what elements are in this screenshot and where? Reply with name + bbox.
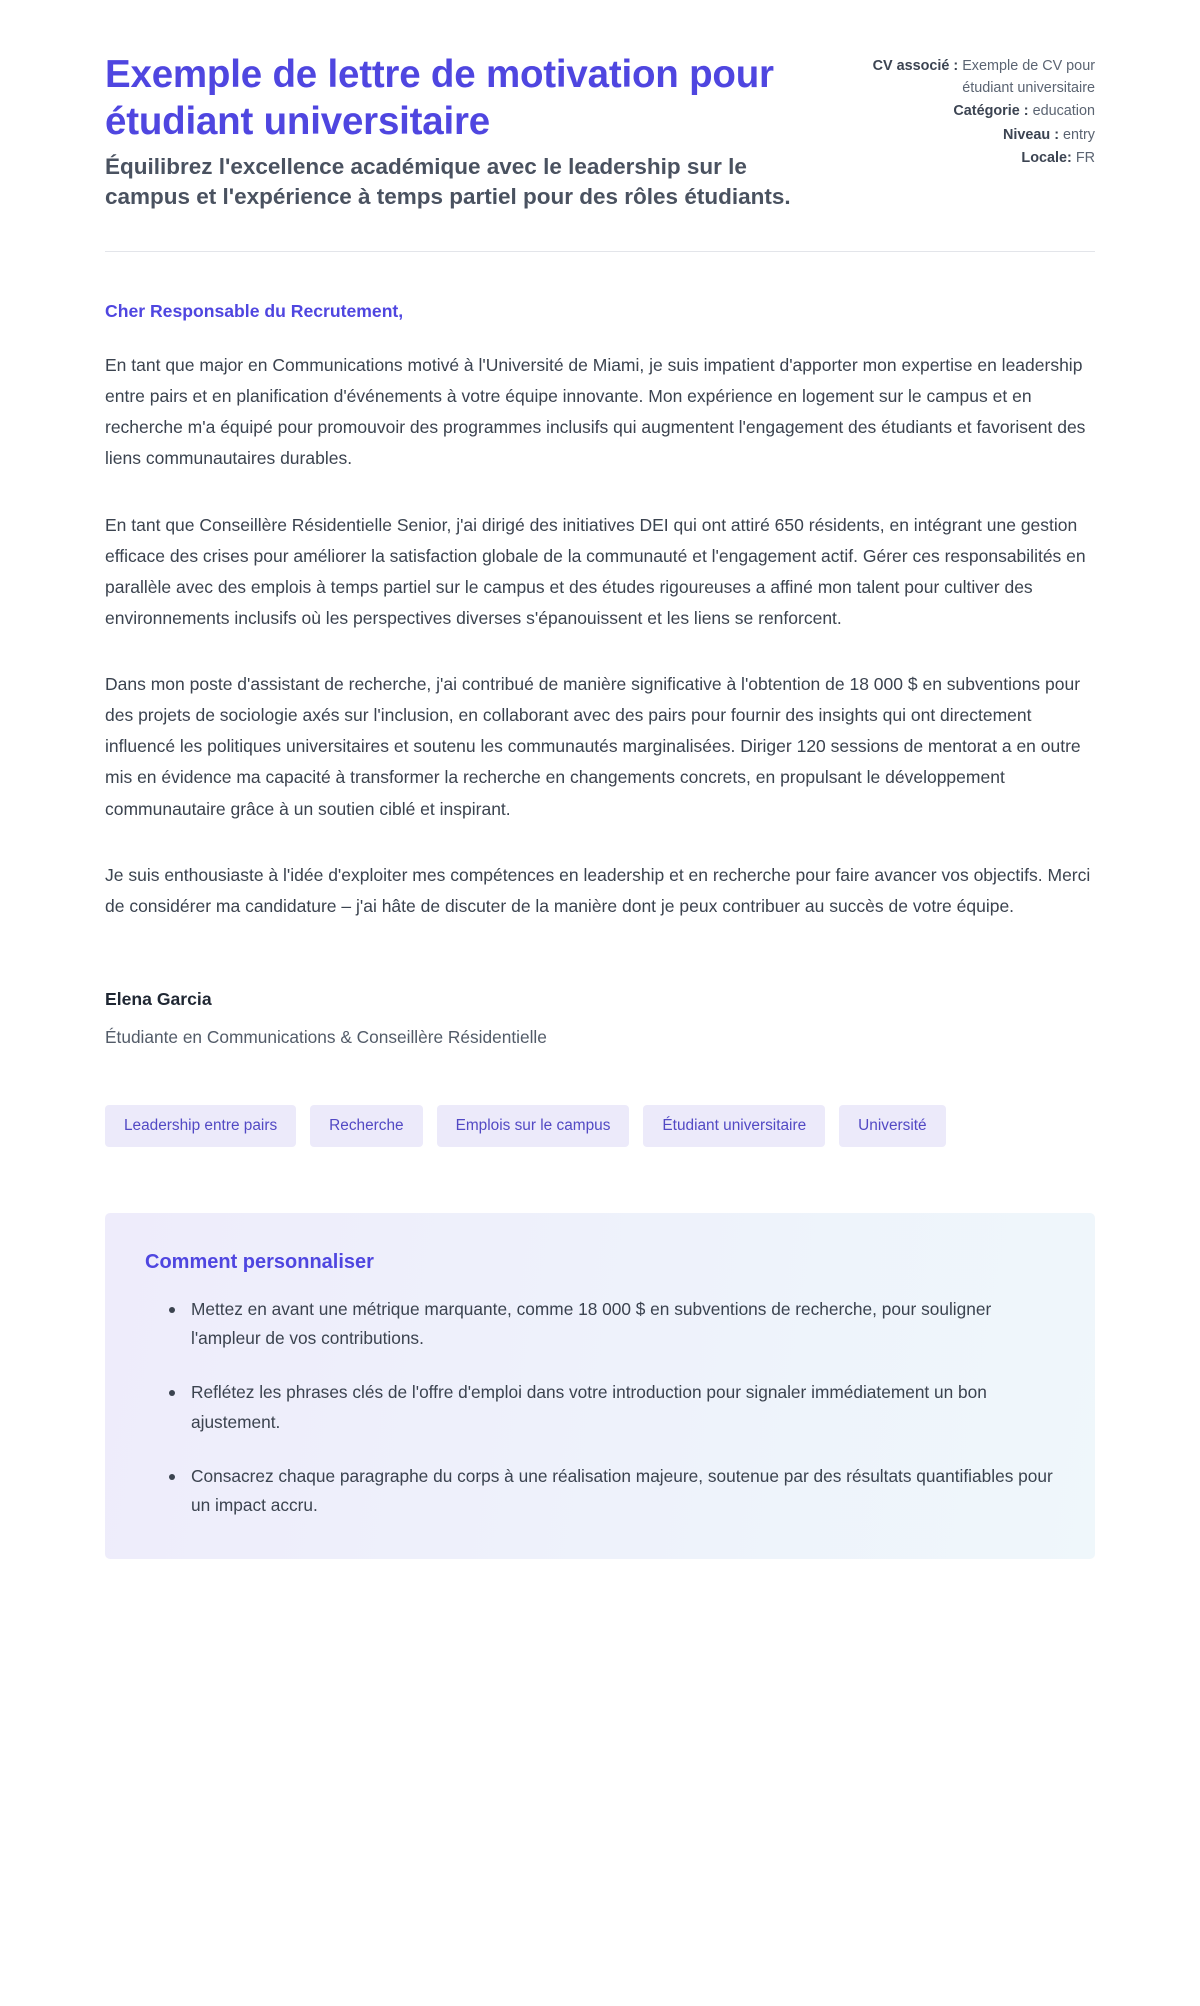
meta-value-level: entry (1063, 126, 1095, 143)
tag-chip[interactable]: Étudiant universitaire (643, 1105, 825, 1146)
callout-tip-item: Mettez en avant une métrique marquante, comme 18 000 $ en subventions de recherche, pour souligner l'ampleur de vos contributions. (169, 1295, 1055, 1355)
customization-callout (105, 1213, 1095, 1560)
document-header (105, 52, 1095, 211)
meta-value-locale: FR (1075, 150, 1095, 167)
tag-chip[interactable]: Université (839, 1105, 945, 1146)
signature-name: Elena Garcia (105, 989, 212, 1010)
letter-paragraph: En tant que Conseillère Résidentielle Senior, j'ai dirigé des initiatives DEI qui ont attiré 650 résidents, en intégrant une gestion efficace des crises pour améliorer la satisfaction globale de la communauté et l'engagement actif. Gérer ces responsabilités en parallèle avec des emplois à temps partiel sur le campus et des études rigoureuses a affiné mon talent pour cultiver des environnements inclusifs où les perspectives diverses s'épanouissent et les liens se renforcent. (105, 514, 1086, 628)
callout-tip-list (145, 1295, 1055, 1522)
tag-chip[interactable]: Recherche (310, 1105, 422, 1146)
letter-paragraph: En tant que major en Communications motivé à l'Université de Miami, je suis impatient d'apporter mon expertise en leadership entre pairs et en planification d'événements à votre équipe innovante. Mon expérience en logement sur le campus et en recherche m'a équipé pour promouvoir des programmes inclusifs qui augmentent l'engagement des étudiants et favorisent des liens communautaires durables. (105, 354, 1086, 469)
meta-value-category: education (1032, 103, 1095, 120)
tag-list (105, 1105, 1095, 1146)
tag-chip[interactable]: Emplois sur le campus (437, 1105, 630, 1146)
callout-tip-item: Reflétez les phrases clés de l'offre d'emploi dans votre introduction pour signaler immédiatement un bon ajustement. (169, 1378, 1055, 1438)
meta-row-category (863, 101, 1095, 123)
callout-tip-item: Consacrez chaque paragraphe du corps à une réalisation majeure, soutenue par des résultats quantifiables pour un impact accru. (169, 1462, 1055, 1522)
letter-signature (105, 988, 1095, 1049)
letter-paragraph: Dans mon poste d'assistant de recherche, j'ai contribué de manière significative à l'obtention de 18 000 $ en subventions pour des projets de sociologie axés sur l'inclusion, en collaborant avec des pairs pour fournir des insights qui ont directement influencé les politiques universitaires et soutenu les communautés marginalisées. Diriger 120 sessions de mentorat a en outre mis en évidence ma capacité à transformer la recherche en changements concrets, en propulsant le développement communautaire grâce à un soutien ciblé et inspirant. (105, 674, 1081, 819)
meta-row-level (863, 125, 1095, 147)
document-metadata (863, 52, 1095, 170)
meta-value-associated-cv: Exemple de CV pour étudiant universitaire (962, 58, 1095, 96)
meta-row-locale (863, 148, 1095, 170)
page-subtitle: Équilibrez l'excellence académique avec le leadership sur le campus et l'expérience à temps partiel pour des rôles étudiants. (105, 153, 791, 209)
meta-label-associated-cv: CV associé : (872, 58, 959, 74)
meta-label-category: Catégorie : (953, 103, 1029, 120)
header-title-block (105, 52, 823, 211)
cover-letter-body (105, 252, 1095, 1049)
letter-salutation: Cher Responsable du Recrutement, (105, 301, 404, 322)
callout-title: Comment personnaliser (145, 1250, 374, 1273)
meta-row-associated-cv (863, 56, 1095, 99)
meta-label-locale: Locale: (1021, 150, 1072, 167)
letter-paragraph: Je suis enthousiaste à l'idée d'exploiter mes compétences en leadership et en recherche pour faire avancer vos objectifs. Merci de considérer ma candidature – j'ai hâte de discuter de la manière dont je peux contribuer au succès de votre équipe. (105, 864, 1091, 916)
meta-label-level: Niveau : (1003, 126, 1059, 143)
page-title: Exemple de lettre de motivation pour étudiant universitaire (105, 53, 774, 143)
tag-chip[interactable]: Leadership entre pairs (105, 1105, 296, 1146)
signature-role: Étudiante en Communications & Conseillère Résidentielle (105, 1026, 547, 1047)
